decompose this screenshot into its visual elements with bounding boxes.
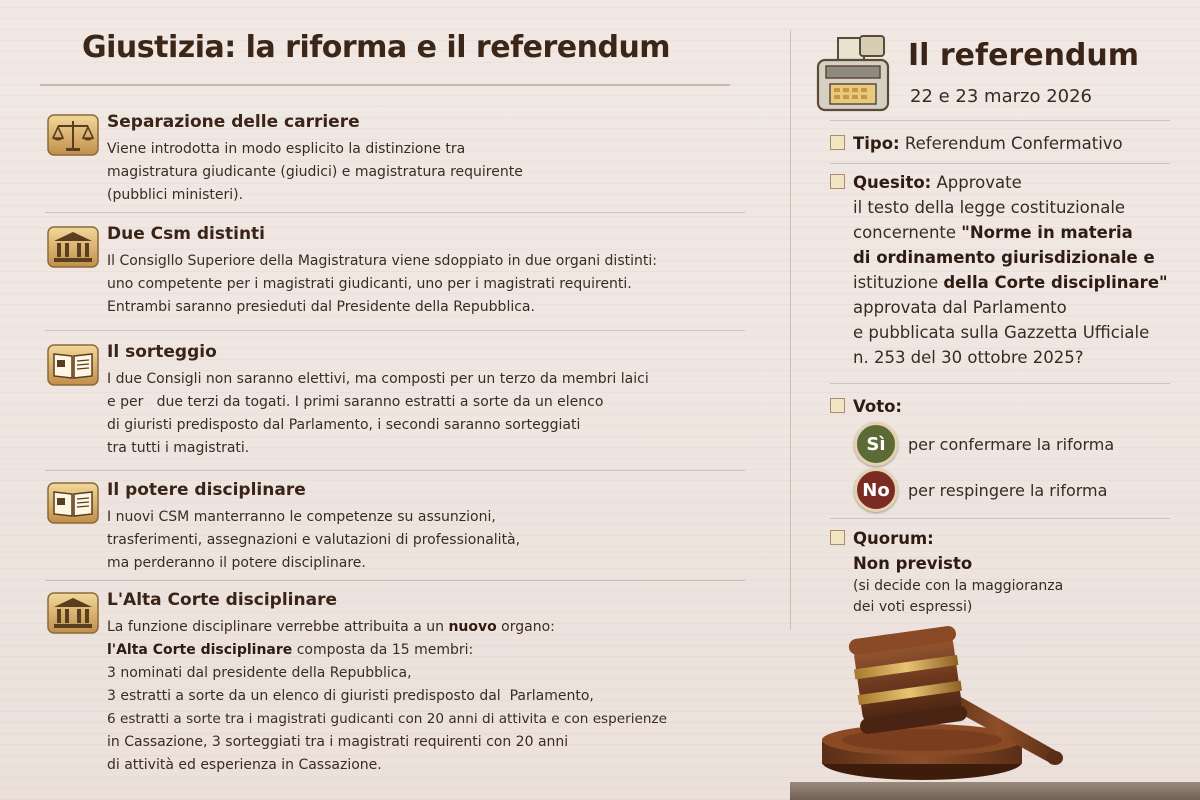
body-line: 3 estratti a sorte da un elenco di giuristi predisposto dal Parlamento,: [107, 688, 594, 704]
bullet-square-icon: [830, 135, 845, 150]
referendum-panel: [790, 0, 1200, 800]
body-line: 6 estratti a sorte tra i magistrati gudicanti con 20 anni di attivita e con esperienze: [107, 711, 667, 727]
section-body: [107, 250, 747, 319]
tipo-row: Tipo: Referendum Confermativo: [830, 131, 1180, 156]
body-line: magistratura giudicante (giudici) e magistratura requirente: [107, 164, 523, 180]
scales-icon: [45, 112, 101, 158]
quorum-block: Quorum: Non previsto (si decide con la maggioranza dei voti espressi): [830, 526, 1180, 618]
section-divider: [830, 383, 1170, 384]
body-line: 3 nominati dal presidente della Repubblica,: [107, 665, 412, 681]
body-line: Il Consigllo Superiore della Magistratura viene sdoppiato in due organi distinti:: [107, 253, 657, 269]
vote-option-no: [854, 468, 1107, 512]
body-line: in Cassazione, 3 sorteggiati tra i magistrati requirenti con 20 anni: [107, 734, 569, 750]
section-divider: [45, 580, 745, 581]
section-divider: [45, 212, 745, 213]
courthouse-icon: [45, 590, 101, 636]
ballot-machine-icon: [812, 34, 894, 114]
body-line: di giuristi predisposto dal Parlamento, i secondi saranno sorteggiati: [107, 417, 581, 433]
section-divider: [830, 518, 1170, 519]
quesito-block: Quesito: Approvate il testo della legge costituzionale concernente "Norme in materia di ordinamento giurisdizionale e istituzione della Corte disciplinare" approvata dal Parlamento e pubblicata sulla Gazzetta Ufficiale n. 253 del 30 ottobre 2025?: [830, 170, 1180, 370]
body-line: I nuovi CSM manterranno le competenze su assunzioni,: [107, 509, 496, 525]
bullet-square-icon: [830, 398, 845, 413]
section-divider: [45, 330, 745, 331]
body-line: I due Consigli non saranno elettivi, ma composti per un terzo da membri laici: [107, 371, 649, 387]
referendum-date: 22 e 23 marzo 2026: [910, 86, 1093, 107]
section-body: [107, 616, 767, 777]
book-icon: [45, 480, 101, 526]
body-line: l'Alta Corte disciplinare composta da 15 membri:: [107, 642, 474, 658]
body-line: di attività ed esperienza in Cassazione.: [107, 757, 382, 773]
section-divider: [45, 470, 745, 471]
body-line: uno competente per i magistrati giudicanti, uno per i magistrati requirenti.: [107, 276, 632, 292]
vote-option-si: [854, 422, 1114, 466]
courthouse-icon: [45, 224, 101, 270]
section-body: [107, 138, 747, 207]
body-line: tra tutti i magistrati.: [107, 440, 250, 456]
section-divider: [830, 120, 1170, 121]
section-title: Separazione delle carriere: [107, 112, 360, 132]
section-divider: [830, 163, 1170, 164]
no-badge: No: [854, 468, 898, 512]
body-line: La funzione disciplinare verrebbe attribuita a un nuovo organo:: [107, 619, 555, 635]
body-line: ma perderanno il potere disciplinare.: [107, 555, 366, 571]
section-title: L'Alta Corte disciplinare: [107, 590, 337, 610]
section-title: Due Csm distinti: [107, 224, 266, 244]
no-description: per respingere la riforma: [908, 480, 1108, 500]
body-line: (pubblici ministeri).: [107, 187, 244, 203]
body-line: Viene introdotta in modo esplicito la distinzione tra: [107, 141, 466, 157]
section-body: [107, 506, 747, 575]
book-icon: [45, 342, 101, 388]
referendum-title: Il referendum: [908, 38, 1140, 73]
section-body: [107, 368, 747, 460]
section-title: Il sorteggio: [107, 342, 217, 362]
bullet-square-icon: [830, 530, 845, 545]
body-line: e per due terzi da togati. I primi saranno estratti a sorte da un elenco: [107, 394, 604, 410]
body-line: trasferimenti, assegnazioni e valutazioni di professionalità,: [107, 532, 521, 548]
si-badge: Sì: [854, 422, 898, 466]
bullet-square-icon: [830, 174, 845, 189]
title-divider: [40, 84, 730, 86]
si-description: per confermare la riforma: [908, 434, 1115, 454]
voto-row: Voto:: [830, 394, 1180, 419]
section-title: Il potere disciplinare: [107, 480, 306, 500]
body-line: Entrambi saranno presieduti dal Presidente della Repubblica.: [107, 299, 535, 315]
page-title: Giustizia: la riforma e il referendum: [82, 30, 671, 65]
